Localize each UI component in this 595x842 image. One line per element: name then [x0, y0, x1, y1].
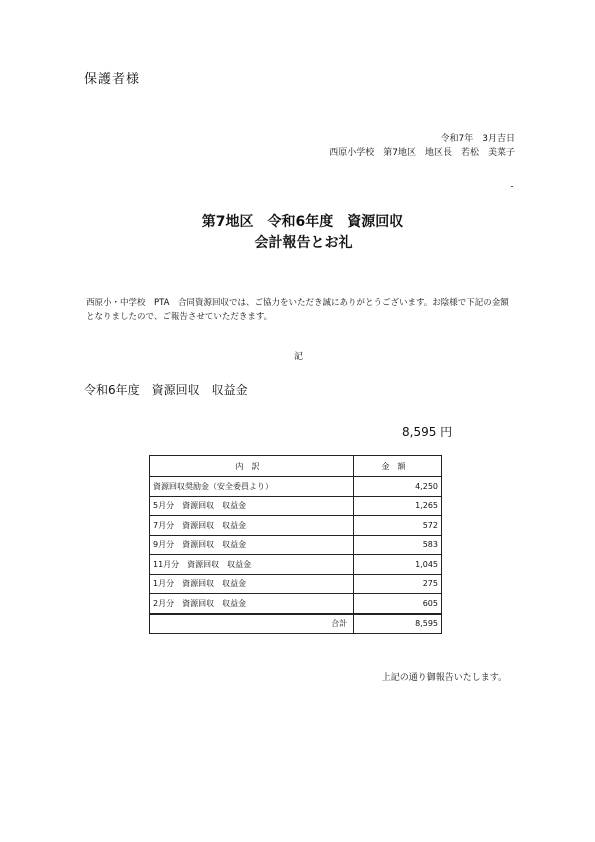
table-row: [150, 516, 442, 536]
row-item: 9月分 資源回収 収益金: [150, 535, 354, 555]
row-amount: 572: [354, 516, 442, 536]
row-amount: 583: [354, 535, 442, 555]
table-row: [150, 535, 442, 555]
row-item: 資源回収奨励金（安全委員より）: [150, 477, 354, 497]
row-item: 7月分 資源回収 収益金: [150, 516, 354, 536]
row-amount: 275: [354, 574, 442, 594]
addressee: 保護者様: [84, 72, 141, 87]
total-amount: 8,595 円: [402, 425, 453, 439]
table-header-row: [150, 456, 442, 477]
row-item: 5月分 資源回収 収益金: [150, 496, 354, 516]
table-row: [150, 477, 442, 497]
issue-date: 令和7年 3月吉日: [440, 134, 515, 144]
closing-remark: 上記の通り御報告いたします。: [381, 673, 507, 683]
row-item: 2月分 資源回収 収益金: [150, 594, 354, 614]
document-title: 第7地区 令和6年度 資源回収: [201, 214, 404, 230]
header-amount: 金額: [354, 456, 442, 477]
sender: 西原小学校 第7地区 地区長 若松 美菜子: [329, 148, 515, 158]
table-row: [150, 555, 442, 575]
table-row: [150, 594, 442, 614]
row-amount: 4,250: [354, 477, 442, 497]
ki-marker: 記: [293, 352, 303, 362]
section-heading: 令和6年度 資源回収 収益金: [84, 383, 248, 397]
row-item: 1月分 資源回収 収益金: [150, 574, 354, 594]
table-total-row: [150, 614, 442, 634]
row-amount: 605: [354, 594, 442, 614]
document-subtitle: 会計報告とお礼: [254, 235, 353, 251]
header-breakdown: 内訳: [150, 456, 354, 477]
row-item: 11月分 資源回収 収益金: [150, 555, 354, 575]
body-paragraph: 西原小・中学校 PTA 合同資源回収では、ご協力をいただき誠にありがとうございます。お陰様で下記の金額となりましたので、ご報告させていただきます。: [86, 298, 509, 322]
total-value: 8,595: [354, 614, 442, 634]
table-row: [150, 574, 442, 594]
row-amount: 1,265: [354, 496, 442, 516]
breakdown-table: [149, 455, 442, 634]
total-label: 合計: [150, 614, 354, 634]
row-amount: 1,045: [354, 555, 442, 575]
scan-speck: [511, 186, 513, 187]
table-row: [150, 496, 442, 516]
